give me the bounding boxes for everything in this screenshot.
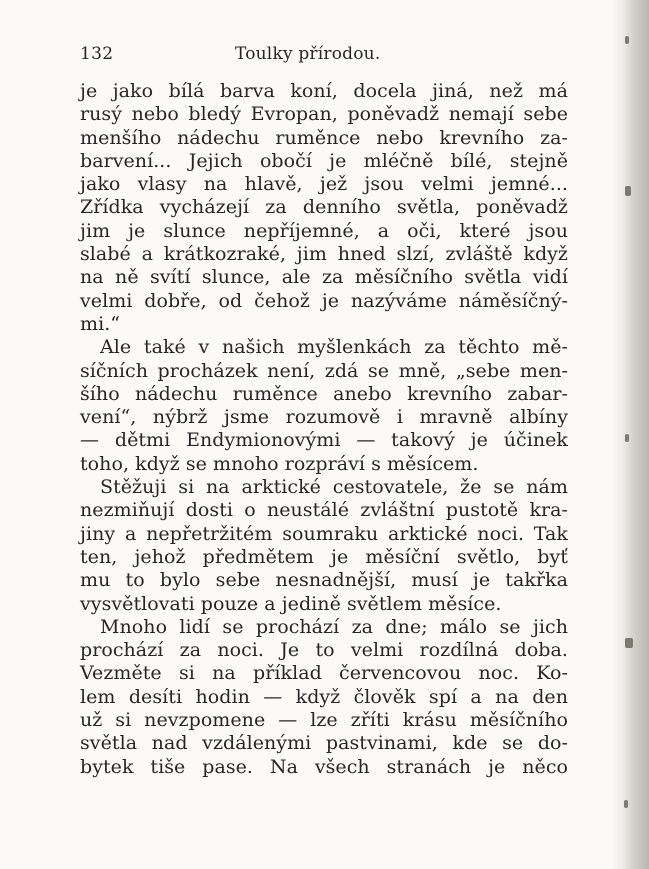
- text-line: Mnoho lidí se prochází za dne; málo se jich: [100, 615, 568, 638]
- text-line: už si nevzpomene — lze zříti krásu měsíčního: [80, 709, 568, 732]
- text-line: vení“, nýbrž jsme rozumově i mravně albíny: [80, 406, 568, 429]
- text-line: nezmiňují dosti o neustálé zvláštní pustotě kra-: [80, 499, 568, 522]
- text-line: síčních procházek není, zdá se mně, „sebe men-: [80, 359, 568, 382]
- text-line: šího nádechu ruměnce anebo krevního zabar-: [80, 382, 568, 405]
- text-line: rusý nebo bledý Evropan, poněvadž nemají sebe: [80, 103, 568, 126]
- text-line: toho, když se mnoho rozpráví s měsícem.: [80, 452, 479, 475]
- text-line: slabé a krátkozraké, jim hned slzí, zvláště když: [80, 243, 568, 266]
- text-line: barvení... Jejich obočí je mléčně bílé, stejně: [80, 149, 568, 172]
- text-line: vysvětlovati pouze a jedině světlem měsíce.: [80, 592, 502, 615]
- text-line: jim je slunce nepříjemné, a oči, které jsou: [80, 219, 568, 242]
- page-number: 132: [80, 44, 114, 64]
- text-line: lem desíti hodin — když člověk spí a na den: [80, 685, 568, 708]
- page-edge-shadow: [611, 0, 649, 869]
- text-line: prochází za noci. Je to velmi rozdílná doba.: [80, 639, 568, 662]
- text-line: velmi dobře, od čehož je nazýváme náměsíčný-: [80, 289, 568, 312]
- text-line: na ně svítí slunce, ale za měsíčního světla vidí: [80, 266, 568, 289]
- edge-mark: [625, 36, 629, 44]
- text-line: jako vlasy na hlavě, jež jsou velmi jemné...: [80, 173, 568, 196]
- text-line: menšího nádechu ruměnce nebo krevního za-: [80, 126, 568, 149]
- body-text: [80, 80, 568, 779]
- text-line: — dětmi Endymionovými — takový je účinek: [80, 429, 568, 452]
- edge-mark: [624, 800, 628, 808]
- text-line: mi.“: [80, 312, 121, 335]
- edge-mark: [625, 186, 631, 196]
- edge-mark: [625, 434, 629, 442]
- text-line: bytek tiše pase. Na všech stranách je něco: [80, 755, 568, 778]
- text-line: světla nad vzdálenými pastvinami, kde se do-: [80, 732, 568, 755]
- text-line: Stěžuji si na arktické cestovatele, že se nám: [100, 476, 568, 499]
- text-line: je jako bílá barva koní, docela jiná, než má: [80, 80, 568, 102]
- text-line: ten, jehož předmětem je měsíční světlo, byť: [80, 545, 568, 568]
- running-title: Toulky přírodou.: [235, 44, 381, 64]
- text-line: mu to bylo sebe nesnadnější, musí je takřka: [80, 569, 568, 592]
- text-line: Zřídka vycházejí za denního světla, poněvadž: [80, 196, 568, 219]
- text-line: Ale také v našich myšlenkách za těchto mě-: [100, 336, 568, 359]
- edge-mark: [625, 638, 633, 648]
- page-header: [80, 40, 570, 70]
- text-line: jiny a nepřetržitém soumraku arktické noci. Tak: [80, 522, 568, 545]
- text-line: Vezměte si na příklad červencovou noc. Ko-: [80, 662, 568, 685]
